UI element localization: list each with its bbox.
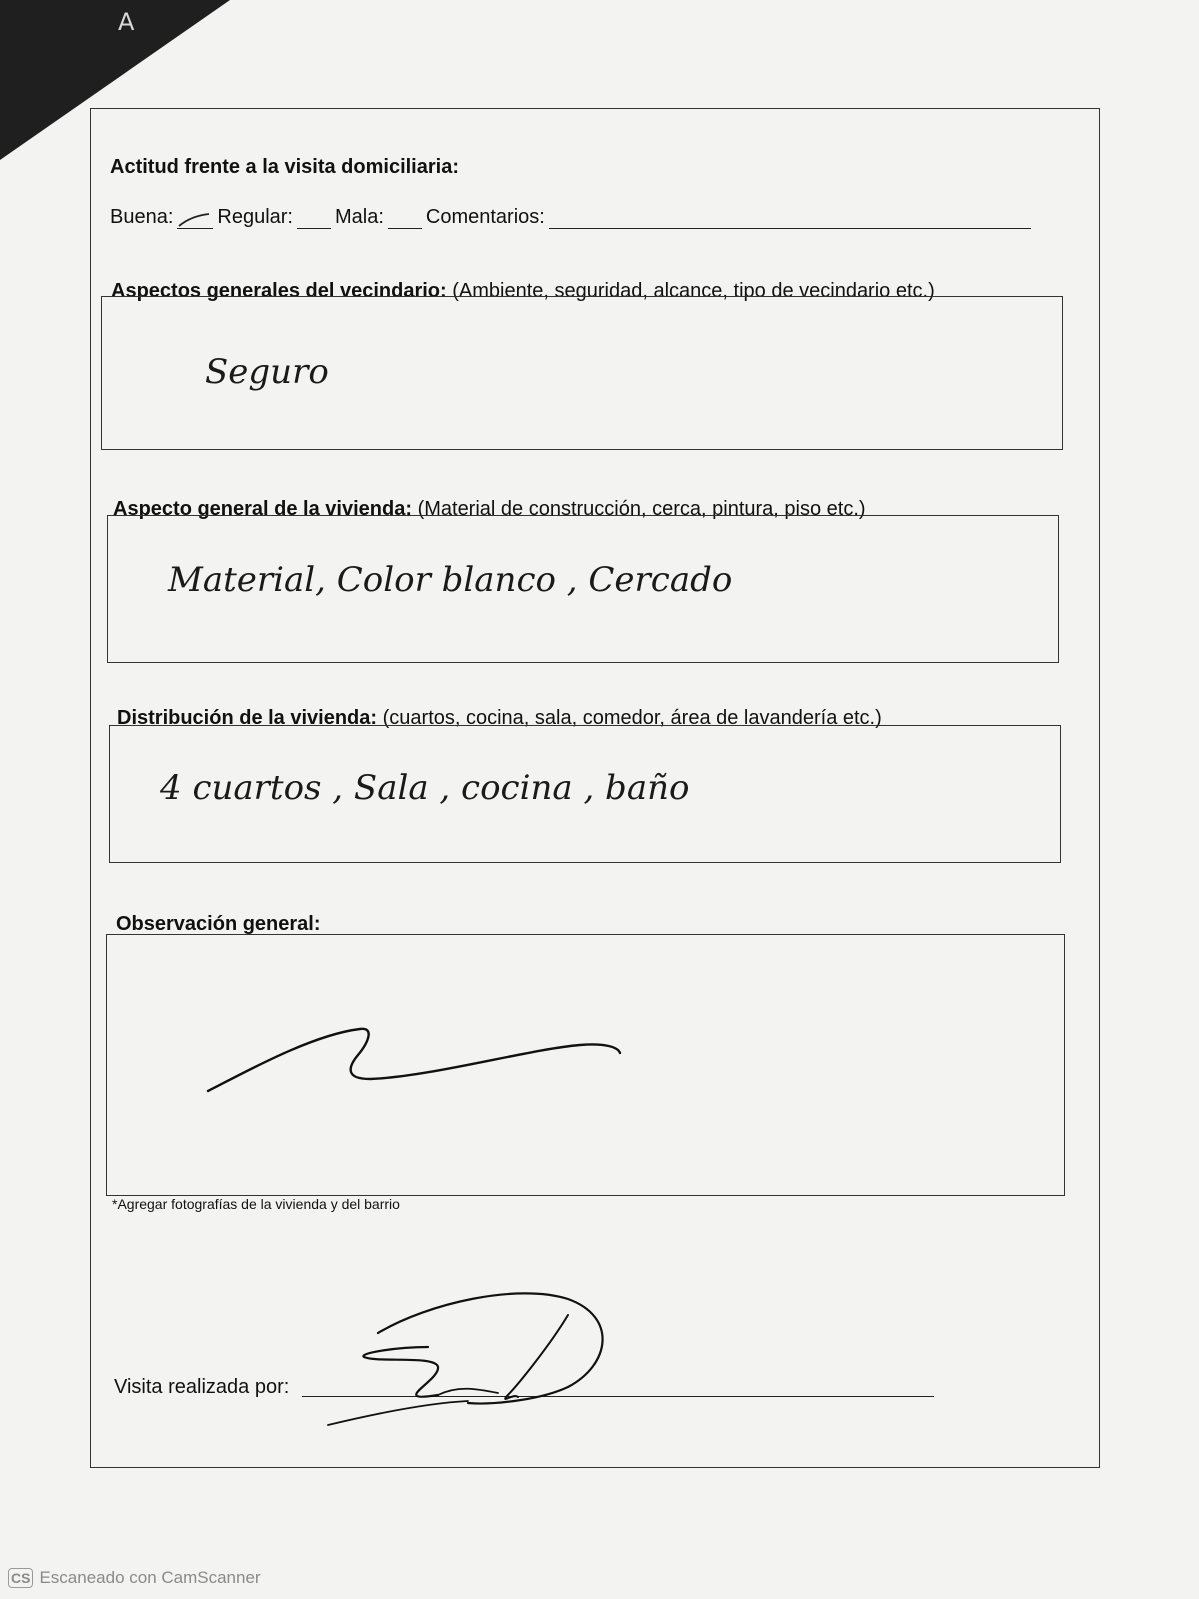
housing-aspect-hint: (Material de construcción, cerca, pintura, piso etc.): [417, 498, 866, 520]
check-mark-icon: [177, 210, 213, 228]
scanner-footer: [8, 1568, 261, 1588]
visitor-signature: [318, 1285, 618, 1435]
comments-blank[interactable]: [549, 210, 1031, 229]
corner-letter: A: [118, 8, 135, 36]
bad-label: Mala:: [335, 206, 384, 228]
good-label: Buena:: [110, 206, 174, 228]
housing-aspect-title: Aspecto general de la vivienda:: [113, 498, 412, 520]
observation-title: Observación general:: [116, 913, 321, 935]
neighborhood-hint: (Ambiente, seguridad, alcance, tipo de vecindario etc.): [452, 280, 935, 302]
regular-blank[interactable]: [297, 210, 331, 229]
housing-distribution-hint: (cuartos, cocina, sala, comedor, área de lavandería etc.): [382, 707, 882, 729]
camscanner-logo-icon: CS: [8, 1568, 33, 1588]
good-blank[interactable]: [177, 210, 213, 229]
visit-by-label: Visita realizada por:: [114, 1376, 290, 1398]
housing-distribution-title: Distribución de la vivienda:: [117, 707, 378, 729]
attitude-options-row: [110, 206, 1035, 229]
neighborhood-title: Aspectos generales del vecindario:: [111, 280, 447, 302]
comments-label: Comentarios:: [425, 206, 545, 228]
observation-scribble-mark: [200, 1015, 630, 1105]
housing-aspect-handwritten-value: Material, Color blanco , Cercado: [168, 560, 733, 600]
attitude-title: Actitud frente a la visita domiciliaria:: [110, 156, 459, 178]
bad-blank[interactable]: [388, 210, 422, 229]
photo-note: *Agregar fotografías de la vivienda y del barrio: [112, 1196, 400, 1212]
regular-label: Regular:: [217, 206, 293, 228]
neighborhood-handwritten-value: Seguro: [205, 352, 329, 392]
housing-distribution-handwritten-value: 4 cuartos , Sala , cocina , baño: [160, 768, 690, 808]
scanner-footer-text: Escaneado con CamScanner: [39, 1568, 261, 1587]
